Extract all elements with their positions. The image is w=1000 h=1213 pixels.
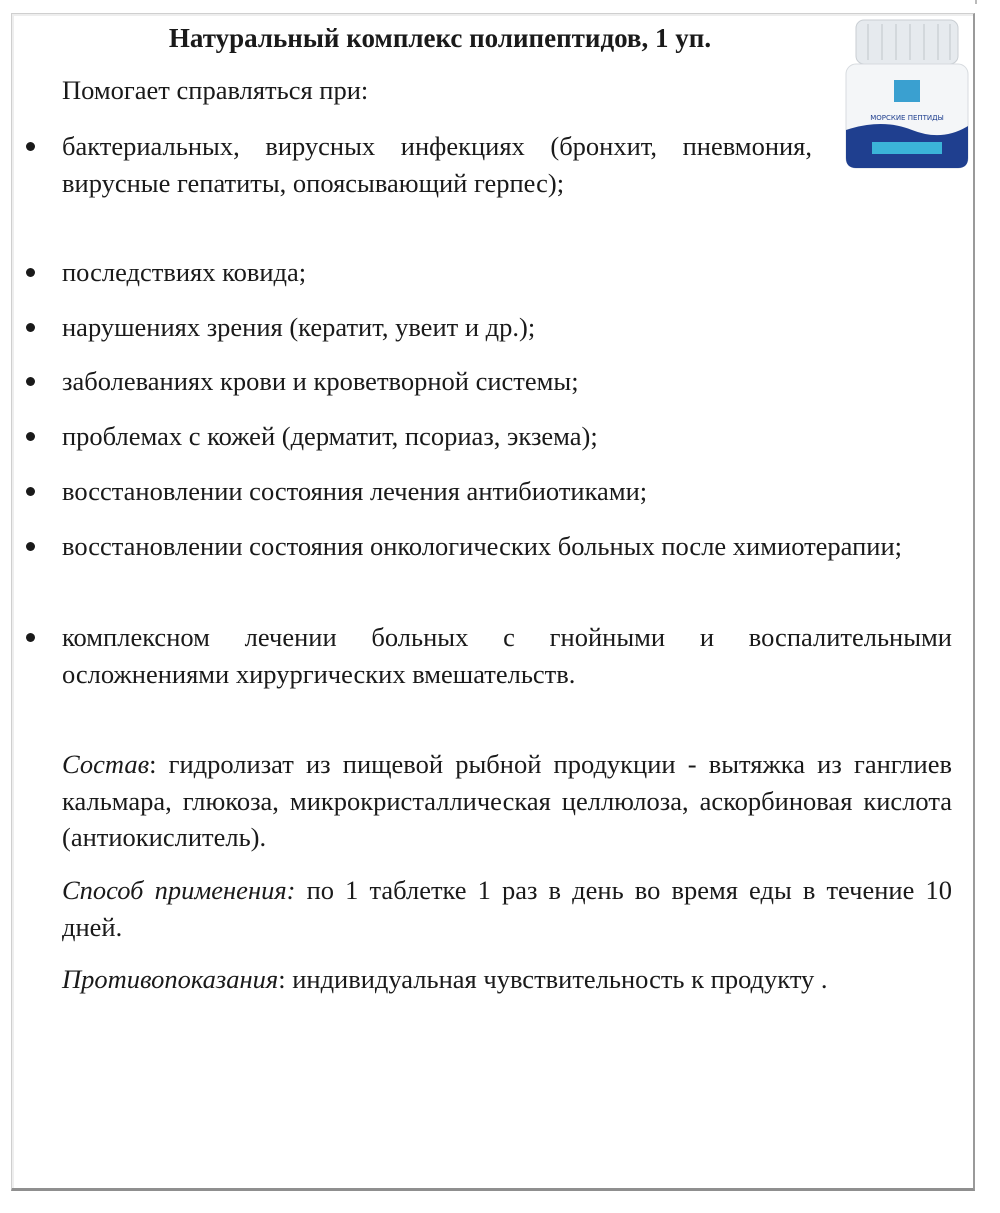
usage-paragraph xyxy=(62,872,952,945)
bullet-icon xyxy=(26,432,35,441)
page-title: Натуральный комплекс полипептидов, 1 уп. xyxy=(168,23,712,53)
bullet-icon xyxy=(26,377,35,386)
composition-label: Состав xyxy=(62,749,150,779)
usage-label: Способ применения: xyxy=(62,875,296,905)
list-item: бактериальных, вирусных инфекциях (бронхит, пневмония, вирусные гепатиты, опоясывающий герпес); xyxy=(62,131,812,198)
product-bottle-image xyxy=(842,18,972,170)
list-item: восстановлении состояния лечения антибиотиками; xyxy=(62,476,648,506)
contraindications-label: Противопоказания xyxy=(62,964,279,994)
contraindications-paragraph xyxy=(62,961,952,998)
composition-paragraph xyxy=(62,746,952,856)
bullet-icon xyxy=(26,268,35,277)
usage-text: по 1 таблетке 1 раз в день во время еды в течение 10 дней. xyxy=(62,875,952,942)
intro-text: Помогает справляться при: xyxy=(62,75,369,105)
bullet-icon xyxy=(26,633,35,642)
list-item: последствиях ковида; xyxy=(62,257,307,287)
product-label: МОРСКИЕ ПЕПТИДЫ xyxy=(870,114,944,122)
list-item: заболеваниях крови и кроветворной системы; xyxy=(62,366,579,396)
bullet-icon xyxy=(26,323,35,332)
composition-text: : гидролизат из пищевой рыбной продукции - вытяжка из ганглиев кальмара, глюкоза, микрокристаллическая целлюлоза, аскорбиновая кислота (антиокислитель). xyxy=(62,749,952,852)
list-item: нарушениях зрения (кератит, увеит и др.); xyxy=(62,312,536,342)
top-border xyxy=(0,0,977,4)
list-item: комплексном лечении больных с гнойными и воспалительными осложнениями хирургических вмешательств. xyxy=(62,622,952,689)
bullet-icon xyxy=(26,487,35,496)
bullet-icon xyxy=(26,142,35,151)
contraindications-text: : индивидуальная чувствительность к продукту . xyxy=(278,964,828,994)
bullet-icon xyxy=(26,542,35,551)
list-item: восстановлении состояния онкологических больных после химиотерапии; xyxy=(62,531,903,561)
list-item: проблемах с кожей (дерматит, псориаз, экзема); xyxy=(62,421,598,451)
